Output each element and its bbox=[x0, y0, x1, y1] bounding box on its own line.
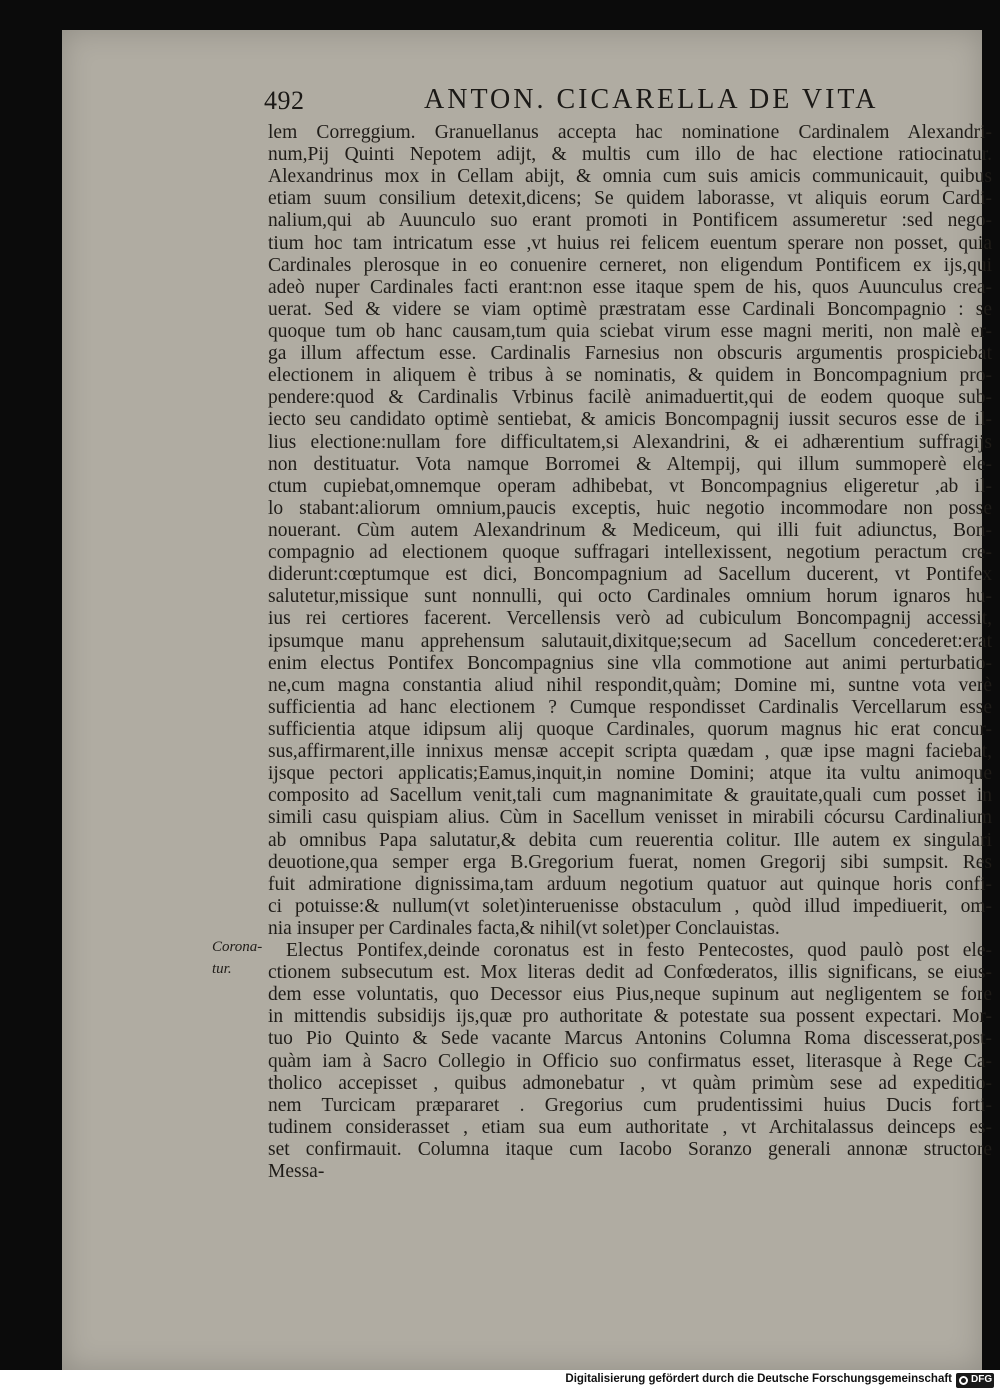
dfg-logo bbox=[956, 1373, 994, 1388]
text-line: simili casu quispiam alius. Cùm in Sacellum venisset in mirabili cócursu Cardinalium bbox=[268, 807, 992, 829]
text-line: uerat. Sed & videre se viam optimè præstratam esse Cardinali Boncompagnio : se bbox=[268, 298, 992, 320]
text-line: ab omnibus Papa salutatur,& debita cum reuerentia colitur. Ille autem ex singulari bbox=[268, 829, 992, 851]
text-line: quoque tum ob hanc causam,tum quia sciebat virum esse magni meriti, non malè er- bbox=[268, 320, 992, 342]
text-line: tholico accepisset , quibus admonebatur , vt quàm primùm sese ad expeditio- bbox=[268, 1072, 992, 1094]
text-line: lius electione:nullam fore difficultatem,si Alexandrini, & ei adhærentium suffragijs bbox=[268, 431, 992, 453]
text-line: ius rei certiores facerent. Vercellensis verò ad cubiculum Boncompagnij accessit, bbox=[268, 608, 992, 630]
text-line: lo stabant:aliorum omnium,paucis exceptis, huic negotio incommodare non posse bbox=[268, 497, 992, 519]
text-line: ipsumque manu apprehensum salutauit,dixitque;secum ad Sacellum concederet:erat bbox=[268, 630, 992, 652]
text-line: Cardinales plerosque in eo conuenire cerneret, non eligendum Pontificem ex ijs,qui bbox=[268, 254, 992, 276]
margin-note bbox=[212, 936, 262, 980]
text-line: electionem in aliquem è tribus à se nominatis, & quidem in Boncompagnium pro- bbox=[268, 365, 992, 387]
catchword bbox=[268, 1183, 992, 1205]
text-line: sufficientia ad hanc electionem ? Cumque respondisset Cardinalis Vercellarum esse bbox=[268, 696, 992, 718]
text-line: composito ad Sacellum venit,tali cum magnanimitate & grauitate,quali cum posset in bbox=[268, 785, 992, 807]
text-line: lem Correggium. Granuellanus accepta hac nominatione Cardinalem Alexandri- bbox=[268, 122, 992, 143]
text-line: num,Pij Quinti Nepotem adijt, & multis cum illo de hac electione ratiocinatur. bbox=[268, 144, 992, 166]
running-head: ANTON. CICARELLA DE VITA bbox=[424, 84, 879, 115]
text-line: in mittendis subsidijs ijs,quæ pro authoritate & potestate sua possent expectari. Mor- bbox=[268, 1006, 992, 1028]
gear-icon bbox=[959, 1376, 968, 1385]
text-line: tudinem considerasset , etiam sua eum authoritate , vt Architalassus deinceps es- bbox=[268, 1116, 992, 1138]
text-line: Messa- bbox=[268, 1161, 325, 1183]
page-number: 492 bbox=[264, 86, 305, 115]
text-line: tuo Pio Quinto & Sede vacante Marcus Antonins Columna Roma discesserat,post- bbox=[268, 1028, 992, 1050]
footer-bar bbox=[0, 1370, 1000, 1391]
text-line: fuit admiratione dignissima,tam arduum negotium quatuor aut quinque horis confi- bbox=[268, 873, 992, 895]
text-line: salutetur,missique sunt nonnulli, qui octo Cardinales omnium horum ignaros hu- bbox=[268, 586, 992, 608]
text-line: deuotione,qua semper erga B.Gregorium fuerat, nomen Gregorij sibi sumpsit. Res bbox=[268, 851, 992, 873]
text-line: sufficientia atque idipsum alij quoque Cardinales, quorum magnus hic erat concur- bbox=[268, 718, 992, 740]
text-line: sus,affirmarent,ille innixus mensæ accepit scripta quædam , quæ ipse magni faciebat, bbox=[268, 741, 992, 763]
text-line: nia insuper per Cardinales facta,& nihil(vt solet)per Conclauistas. bbox=[268, 917, 780, 939]
dfg-logo-label: DFG bbox=[971, 1374, 993, 1385]
body-text bbox=[268, 122, 992, 1205]
text-line: ne,cum magna constantia aliud nihil respondit,quàm; Domine mi, suntne vota verè bbox=[268, 674, 992, 696]
text-line: ci potuisse:& nullum(vt solet)interuenisse obstaculum , quòd illud impediuerit, om- bbox=[268, 895, 992, 917]
text-line: quàm iam à Sacro Collegio in Officio suo confirmatus esset, literasque à Rege Ca- bbox=[268, 1050, 992, 1072]
text-line: Alexandrinus mox in Cellam abijt, & omnia cum suis amicis communicauit, quibus bbox=[268, 166, 992, 188]
text-line: ijsque pectori applicatis;Eamus,inquit,in nomine Domini; atque ita vultu animoque bbox=[268, 763, 992, 785]
text-line: etiam suum consilium detexit,dicens; Se quidem laborasse, vt aliquis eorum Cardi- bbox=[268, 188, 992, 210]
footer-credit: Digitalisierung gefördert durch die Deutsche Forschungsgemeinschaft bbox=[565, 1373, 952, 1385]
text-line: ga illum affectum esse. Cardinalis Farnesius non obscuris argumentis prospiciebat bbox=[268, 343, 992, 365]
text-line: nouerant. Cùm autem Alexandrinum & Mediceum, qui illi fuit adiunctus, Bon- bbox=[268, 519, 992, 541]
text-line: adeò nuper Cardinales facti erant:non esse itaque spem de his, quos Auunculus crea- bbox=[268, 276, 992, 298]
margin-note-line: tur. bbox=[212, 961, 232, 977]
text-line: pendere:quod & Cardinalis Vrbinus facilè animaduertit,qui de eodem quoque sub- bbox=[268, 387, 992, 409]
text-line: compagnio ad electionem quoque suffragari intellexissent, negotium peractum cre- bbox=[268, 542, 992, 564]
page-header bbox=[264, 86, 994, 122]
text-line: ctionem subsecutum est. Mox literas dedit ad Confœderatos, illis significans, se eius- bbox=[268, 962, 992, 984]
text-line: nalium,qui ab Auunculo suo erant promoti in Pontificem assumeretur :sed nego- bbox=[268, 210, 992, 232]
text-line: iecto seu candidato optimè sentiebat, & amicis Boncompagnij iussit securos esse de il- bbox=[268, 409, 992, 431]
text-line: non destituatur. Vota namque Borromei & Altempij, qui illum summoperè ele- bbox=[268, 453, 992, 475]
text-line: Electus Pontifex,deinde coronatus est in festo Pentecostes, quod paulò post ele- bbox=[286, 940, 992, 962]
text-line: set confirmauit. Columna itaque cum Iacobo Soranzo generali annonæ structore bbox=[268, 1139, 992, 1161]
margin-note-line: Corona- bbox=[212, 939, 263, 955]
text-line: nem Turcicam præpararet . Gregorius cum prudentissimi huius Ducis forti- bbox=[268, 1094, 992, 1116]
text-line: diderunt:cœptumque est dici, Boncompagnium ad Sacellum ducerent, vt Pontifex bbox=[268, 564, 992, 586]
text-line: ctum cupiebat,omnemque operam adhibebat, vt Boncompagnius eligeretur ,ab il- bbox=[268, 475, 992, 497]
text-line: enim electus Pontifex Boncompagnius sine vlla commotione aut animi perturbatio- bbox=[268, 652, 992, 674]
text-line: tium hoc tam intricatum esse ,vt huius rei felicem euentum sperare non posset, quia bbox=[268, 232, 992, 254]
text-line: dem esse voluntatis, quo Decessor eius Pius,neque supinum aut negligentem se fore bbox=[268, 984, 992, 1006]
